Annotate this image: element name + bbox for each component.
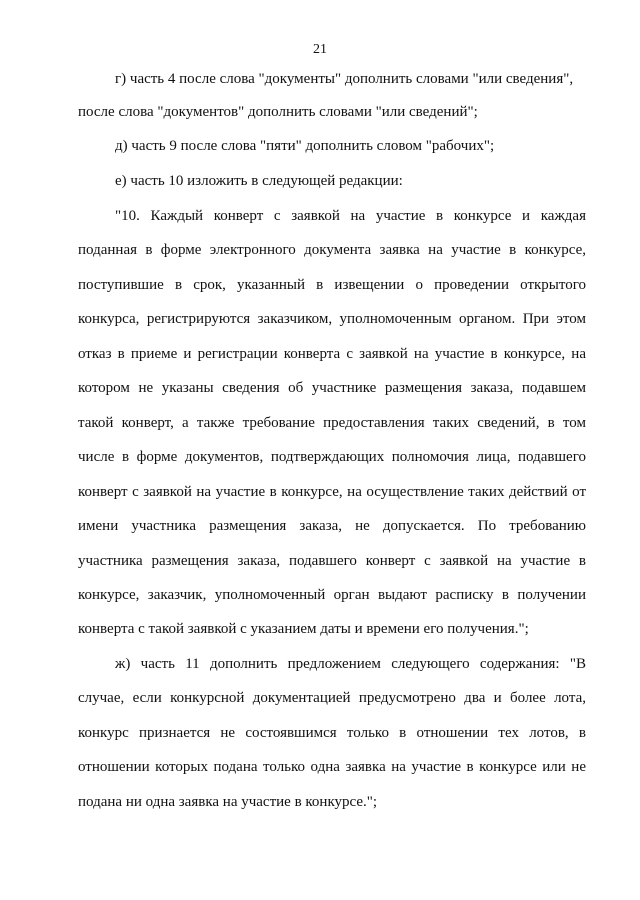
paragraph-line: отказ в приеме и регистрации конверта с заявкой на участие в конкурсе, на (78, 346, 586, 362)
paragraph-line: поступившие в срок, указанный в извещении о проведении открытого (78, 277, 586, 293)
paragraph-line: числе в форме документов, подтверждающих полномочия лица, подавшего (78, 449, 586, 465)
page-number: 21 (313, 42, 327, 57)
paragraph-line: конверта с такой заявкой с указанием даты и времени его получения."; (78, 621, 529, 637)
paragraph-line: подана ни одна заявка на участие в конкурсе."; (78, 794, 378, 810)
paragraph-line: е) часть 10 изложить в следующей редакции: (115, 173, 403, 189)
paragraph-line: случае, если конкурсной документацией предусмотрено два и более лота, (78, 690, 586, 706)
paragraph-line: конкурса, регистрируются заказчиком, уполномоченным органом. При этом (78, 311, 586, 327)
paragraph-line: после слова "документов" дополнить словами "или сведений"; (78, 104, 478, 120)
paragraph-line: котором не указаны сведения об участнике размещения заказа, подавшем (78, 380, 586, 396)
paragraph-line: ж) часть 11 дополнить предложением следующего содержания: "В (115, 656, 586, 672)
paragraph-line: участника размещения заказа, подавшего конверт с заявкой на участие в (78, 553, 586, 569)
paragraph-line: такой конверт, а также требование предоставления таких сведений, в том (78, 415, 586, 431)
paragraph-line: отношении которых подана только одна заявка на участие в конкурсе или не (78, 759, 586, 775)
paragraph-line: имени участника размещения заказа, не допускается. По требованию (78, 518, 586, 534)
paragraph-line: конкурс признается не состоявшимся только в отношении тех лотов, в (78, 725, 586, 741)
paragraph-line: д) часть 9 после слова "пяти" дополнить словом "рабочих"; (115, 138, 495, 154)
paragraph-line: конкурсе, заказчик, уполномоченный орган выдают расписку в получении (78, 587, 586, 603)
paragraph-line: конверт с заявкой на участие в конкурсе, на осуществление таких действий от (78, 484, 586, 500)
paragraph-line: "10. Каждый конверт с заявкой на участие в конкурсе и каждая (115, 208, 586, 224)
paragraph-line: г) часть 4 после слова "документы" дополнить словами "или сведения", (115, 71, 574, 87)
paragraph-line: поданная в форме электронного документа заявка на участие в конкурсе, (78, 242, 586, 258)
